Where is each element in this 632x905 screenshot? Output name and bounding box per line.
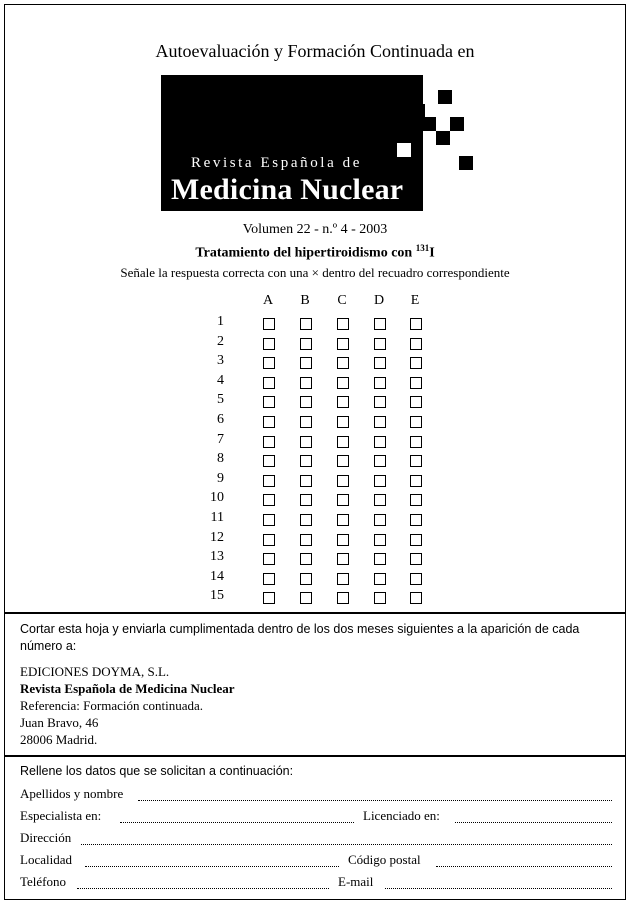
- phone-label: Teléfono: [20, 874, 67, 889]
- question-number: 8: [217, 451, 224, 467]
- answer-checkbox[interactable]: [410, 436, 422, 448]
- answer-checkbox[interactable]: [374, 573, 386, 585]
- locality-field[interactable]: [85, 865, 339, 867]
- city-address: 28006 Madrid.: [20, 732, 98, 747]
- answer-checkbox[interactable]: [337, 494, 349, 506]
- question-number: 4: [217, 372, 224, 388]
- logo-square: [422, 117, 436, 131]
- answer-checkbox[interactable]: [300, 357, 312, 369]
- licensed-label: Licenciado en:: [363, 808, 440, 823]
- licensed-field[interactable]: [455, 821, 612, 823]
- answer-checkbox[interactable]: [410, 573, 422, 585]
- answer-checkbox[interactable]: [337, 416, 349, 428]
- answer-checkbox[interactable]: [263, 377, 275, 389]
- logo-subtitle: Revista Española de: [191, 155, 363, 171]
- logo-square: [438, 90, 452, 104]
- answer-checkbox[interactable]: [374, 455, 386, 467]
- divider: [5, 612, 625, 614]
- answer-checkbox[interactable]: [300, 416, 312, 428]
- answer-checkbox[interactable]: [300, 436, 312, 448]
- answer-checkbox[interactable]: [374, 318, 386, 330]
- answer-checkbox[interactable]: [300, 318, 312, 330]
- answer-checkbox[interactable]: [410, 534, 422, 546]
- answer-checkbox[interactable]: [263, 592, 275, 604]
- answer-checkbox[interactable]: [300, 573, 312, 585]
- answer-checkbox[interactable]: [410, 416, 422, 428]
- page-title: Autoevaluación y Formación Continuada en: [155, 41, 475, 61]
- volume-info: Volumen 22 - n.º 4 - 2003: [242, 222, 388, 237]
- logo-name: Medicina Nuclear: [171, 173, 404, 206]
- answer-checkbox[interactable]: [410, 318, 422, 330]
- question-number: 3: [217, 353, 224, 369]
- answer-checkbox[interactable]: [337, 553, 349, 565]
- answer-instruction: Señale la respuesta correcta con una × dentro del recuadro correspondiente: [120, 265, 510, 280]
- answer-checkbox[interactable]: [263, 416, 275, 428]
- answer-checkbox[interactable]: [300, 514, 312, 526]
- answer-checkbox[interactable]: [374, 534, 386, 546]
- column-header-d: D: [373, 293, 385, 308]
- answer-checkbox[interactable]: [410, 514, 422, 526]
- answer-checkbox[interactable]: [263, 357, 275, 369]
- answer-checkbox[interactable]: [263, 494, 275, 506]
- locality-label: Localidad: [20, 852, 72, 867]
- answer-checkbox[interactable]: [300, 494, 312, 506]
- logo-square: [397, 143, 411, 157]
- answer-checkbox[interactable]: [337, 534, 349, 546]
- answer-checkbox[interactable]: [337, 318, 349, 330]
- specialist-label: Especialista en:: [20, 808, 102, 823]
- question-number: 2: [217, 333, 224, 349]
- answer-checkbox[interactable]: [300, 475, 312, 487]
- answer-checkbox[interactable]: [374, 436, 386, 448]
- answer-checkbox[interactable]: [300, 553, 312, 565]
- answer-checkbox[interactable]: [263, 396, 275, 408]
- name-label: Apellidos y nombre: [20, 786, 124, 801]
- journal-name: Revista Española de Medicina Nuclear: [20, 681, 235, 696]
- answer-checkbox[interactable]: [263, 338, 275, 350]
- answer-checkbox[interactable]: [374, 514, 386, 526]
- mailing-instruction: Cortar esta hoja y enviarla cumplimentada dentro de los dos meses siguientes a la aparición de cada número a:: [20, 622, 580, 653]
- answer-checkbox[interactable]: [263, 553, 275, 565]
- question-number: 10: [210, 490, 224, 506]
- answer-checkbox[interactable]: [374, 338, 386, 350]
- answer-checkbox[interactable]: [374, 553, 386, 565]
- answer-checkbox[interactable]: [410, 494, 422, 506]
- answer-checkbox[interactable]: [374, 416, 386, 428]
- question-number: 6: [217, 412, 224, 427]
- answer-checkbox[interactable]: [337, 573, 349, 585]
- answer-checkbox[interactable]: [337, 357, 349, 369]
- answer-checkbox[interactable]: [410, 357, 422, 369]
- column-header-b: B: [300, 293, 310, 308]
- answer-checkbox[interactable]: [337, 396, 349, 408]
- answer-checkbox[interactable]: [337, 514, 349, 526]
- postal-code-label: Código postal: [348, 852, 421, 867]
- answer-checkbox[interactable]: [300, 534, 312, 546]
- answer-checkbox[interactable]: [263, 455, 275, 467]
- question-number: 11: [210, 510, 224, 525]
- answer-sheet: [4, 4, 626, 900]
- test-topic: [5, 243, 625, 262]
- question-number: 7: [217, 431, 224, 447]
- answer-checkbox[interactable]: [374, 494, 386, 506]
- street-address: Juan Bravo, 46: [20, 715, 99, 730]
- question-number: 5: [217, 392, 224, 408]
- email-field[interactable]: [385, 887, 612, 889]
- answer-checkbox[interactable]: [337, 338, 349, 350]
- logo-square: [436, 131, 450, 145]
- publisher-name: EDICIONES DOYMA, S.L.: [20, 664, 170, 679]
- answer-checkbox[interactable]: [410, 455, 422, 467]
- name-field[interactable]: [138, 799, 612, 801]
- answer-checkbox[interactable]: [263, 436, 275, 448]
- topic-text: Tratamiento del hipertiroidismo con: [195, 245, 416, 261]
- isotope-symbol: I: [429, 245, 435, 261]
- question-number: 9: [217, 470, 224, 486]
- answer-checkbox[interactable]: [410, 592, 422, 604]
- isotope-mass: 131: [415, 243, 430, 253]
- form-intro: Rellene los datos que se solicitan a continuación:: [20, 764, 294, 778]
- answer-checkbox[interactable]: [300, 338, 312, 350]
- answer-checkbox[interactable]: [374, 357, 386, 369]
- logo-square: [411, 104, 425, 118]
- address-field[interactable]: [81, 843, 612, 845]
- divider: [5, 755, 625, 757]
- question-number: 1: [217, 314, 224, 329]
- answer-checkbox[interactable]: [374, 377, 386, 389]
- answer-checkbox[interactable]: [263, 534, 275, 546]
- answer-checkbox[interactable]: [374, 592, 386, 604]
- column-header-e: E: [410, 293, 420, 308]
- question-number: 12: [210, 529, 224, 545]
- answer-checkbox[interactable]: [300, 396, 312, 408]
- answer-checkbox[interactable]: [337, 592, 349, 604]
- question-number: 15: [210, 588, 224, 604]
- reference-line: Referencia: Formación continuada.: [20, 698, 204, 713]
- question-number: 13: [210, 549, 224, 565]
- specialist-field[interactable]: [120, 821, 354, 823]
- address-label: Dirección: [20, 830, 72, 845]
- logo-square: [450, 117, 464, 131]
- answer-checkbox[interactable]: [374, 475, 386, 487]
- answer-checkbox[interactable]: [337, 436, 349, 448]
- answer-checkbox[interactable]: [337, 455, 349, 467]
- answer-checkbox[interactable]: [263, 514, 275, 526]
- phone-field[interactable]: [77, 887, 329, 889]
- answer-checkbox[interactable]: [300, 455, 312, 467]
- answer-checkbox[interactable]: [410, 338, 422, 350]
- answer-checkbox[interactable]: [337, 475, 349, 487]
- email-label: E-mail: [338, 874, 374, 889]
- answer-checkbox[interactable]: [337, 377, 349, 389]
- answer-checkbox[interactable]: [410, 396, 422, 408]
- column-header-c: C: [337, 293, 347, 308]
- answer-checkbox[interactable]: [263, 475, 275, 487]
- answer-checkbox[interactable]: [410, 475, 422, 487]
- question-number: 14: [210, 568, 224, 584]
- logo-square: [459, 156, 473, 170]
- answer-checkbox[interactable]: [263, 318, 275, 330]
- column-header-a: A: [262, 293, 274, 308]
- answer-checkbox[interactable]: [374, 396, 386, 408]
- answer-checkbox[interactable]: [410, 377, 422, 389]
- postal-code-field[interactable]: [436, 865, 612, 867]
- answer-checkbox[interactable]: [300, 592, 312, 604]
- answer-checkbox[interactable]: [263, 573, 275, 585]
- answer-checkbox[interactable]: [300, 377, 312, 389]
- answer-checkbox[interactable]: [410, 553, 422, 565]
